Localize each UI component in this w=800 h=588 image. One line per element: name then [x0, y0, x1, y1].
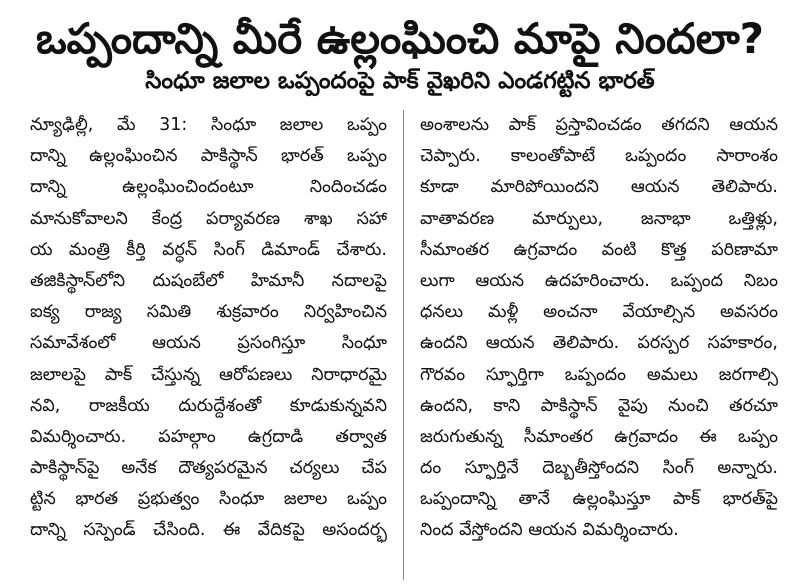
- body-line: చెప్పారు. కాలంతోపాటే ఒప్పందం సారాంశం: [420, 146, 778, 167]
- body-line: వాతావరణ మార్పులు, జనాభా ఒత్తిళ్లు,: [420, 208, 778, 229]
- column-left: [30, 110, 404, 580]
- subheadline: సింధూ జలాల ఒప్పందంపై పాక్ వైఖరిని ఎండగట్టిన భారత్: [145, 68, 655, 94]
- body-line: నింద వేస్తోందని ఆయన విమర్శించారు.: [420, 520, 679, 541]
- body-line: జరుగుతున్న సీమాంతర ఉగ్రవాదం ఈ ఒప్పం: [420, 426, 778, 447]
- body-line: ఉందని, కాని పాకిస్థాన్ వైపు నుంచి తరచూ: [420, 395, 778, 416]
- body-line: గౌరవం స్ఫూర్తిగా ఒప్పందం అమలు జరగాల్సి: [420, 364, 778, 385]
- body-line: మానుకోవాలని కేంద్ర పర్యావరణ శాఖ సహా: [30, 208, 387, 229]
- body-line: విమర్శించారు. పహల్గాం ఉగ్రదాడి తర్వాత: [30, 426, 387, 447]
- body-line: దం స్ఫూర్తినే దెబ్బతీస్తోందని సింగ్ అన్నారు.: [420, 458, 778, 479]
- body-line: కూడా మారిపోయిందని ఆయన తెలిపారు.: [420, 177, 778, 198]
- body-line: తజికిస్థాన్‌లోని దుషంబేలో హిమానీ నదాలపై: [30, 270, 387, 291]
- body-line: నవి, రాజకీయ దురుద్దేశంతో కూడుకున్నవని: [30, 395, 387, 416]
- column-right: [404, 110, 778, 580]
- body-line: దాన్ని ఉల్లంఘించిన పాకిస్థాన్ భారత్ ఒప్పం: [30, 146, 387, 167]
- body-line: ధనలు మళ్లీ అంచనా వేయాల్సిన అవసరం: [420, 302, 778, 323]
- body-line: జలాలపై పాక్ చేస్తున్న ఆరోపణలు నిరాధారమై: [30, 364, 387, 385]
- body-line: సీమాంతర ఉగ్రవాదం వంటి కొత్త పరిణామా: [420, 239, 778, 260]
- body-line: ట్టిన భారత ప్రభుత్వం సింధూ జలాల ఒప్పం: [30, 489, 387, 510]
- body-line: ఐక్య రాజ్య సమితి శుక్రవారం నిర్వహించిన: [30, 302, 387, 323]
- body-line: లుగా ఆయన ఉదహరించారు. ఒప్పంద నిబం: [420, 270, 778, 291]
- body-line: ఉందని ఆయన తెలిపారు. పరస్పర సహకారం,: [420, 333, 778, 354]
- headline: ఒప్పందాన్ని మీరే ఉల్లంఘించి మాపై నిందలా?: [35, 14, 765, 63]
- body-line: దాన్ని ఉల్లంఘించిందంటూ నిందించడం: [30, 177, 387, 198]
- body-line: య మంత్రి కీర్తి వర్ధన్ సింగ్ డిమాండ్ చేశారు.: [30, 239, 387, 260]
- body-line: అంశాలను పాక్ ప్రస్తావించడం తగదని ఆయన: [420, 115, 778, 135]
- body-line: దాన్ని సస్పెండ్ చేసింది. ఈ వేదికపై అసందర్భ: [30, 520, 387, 541]
- body-line: సమావేశంలో ఆయన ప్రసంగిస్తూ సింధూ: [30, 333, 387, 354]
- body-line: ఒప్పందాన్ని తానే ఉల్లంఘిస్తూ పాక్ భారత్‌పై: [420, 489, 778, 510]
- body-line: న్యూఢిల్లీ, మే 31: సింధూ జలాల ఒప్పం: [30, 115, 387, 135]
- body-line: పాకిస్థాన్‌పై అనేక దౌత్యపరమైన చర్యలు చేప: [30, 458, 387, 479]
- article-body: [30, 110, 778, 580]
